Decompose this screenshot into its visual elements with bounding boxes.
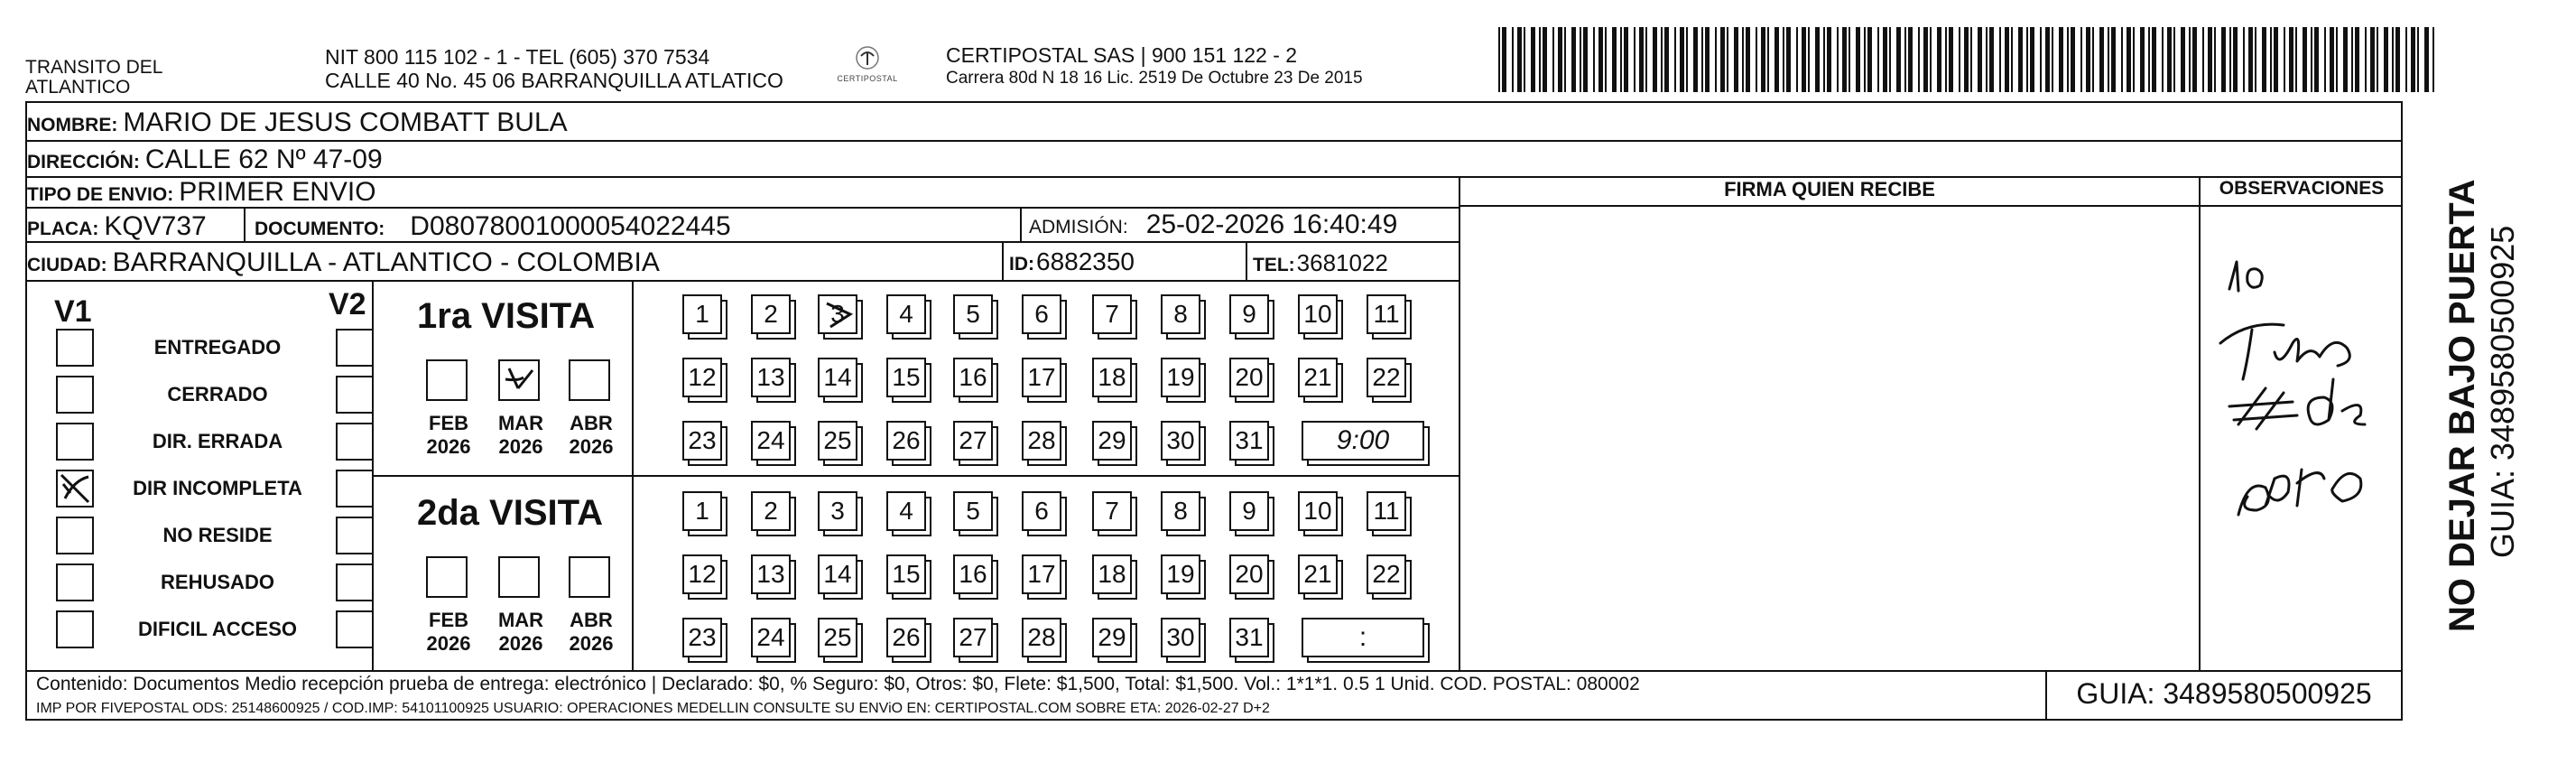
day-box[interactable]	[1161, 554, 1200, 594]
day-number: 29	[1098, 623, 1126, 651]
day-box[interactable]	[1367, 554, 1406, 594]
day-box[interactable]	[1161, 294, 1200, 334]
tel-value: 3681022	[1296, 249, 1388, 276]
day-number: 13	[756, 560, 785, 588]
day-number: 27	[959, 623, 987, 651]
day-number: 7	[1105, 497, 1119, 525]
day-number: 15	[892, 363, 921, 391]
documento-row	[255, 211, 731, 242]
v1-checkbox[interactable]	[56, 376, 94, 414]
day-box[interactable]	[751, 554, 791, 594]
time-value: 9:00	[1336, 425, 1390, 455]
v1-checkbox[interactable]	[56, 329, 94, 367]
day-box[interactable]	[1229, 294, 1269, 334]
visit-title: 1ra VISITA	[417, 296, 596, 336]
day-number: 10	[1303, 300, 1332, 328]
day-number: 6	[1034, 300, 1049, 328]
day-number: 6	[1034, 497, 1049, 525]
day-box[interactable]	[1022, 491, 1061, 531]
day-number: 5	[966, 300, 980, 328]
nombre-row	[27, 107, 568, 138]
day-box[interactable]	[751, 618, 791, 657]
side-warning: NO DEJAR BAJO PUERTA	[2442, 179, 2482, 632]
month-name: FEB	[429, 609, 468, 631]
footer-contenido: Contenido: Documentos Medio recepción prueba de entrega: electrónico | Declarado: $0, % Seguro: $0, Otros: $0, Flete: $1,500, Total: $1,500. Vol.: 1*1*1. 0.5 1 Unid. COD. POSTAL: 080002	[36, 674, 1640, 694]
month-year: 2026	[569, 435, 614, 458]
day-number: 15	[892, 560, 921, 588]
id-value: 6882350	[1036, 247, 1135, 275]
time-value: :	[1358, 622, 1367, 652]
day-number: 19	[1166, 560, 1195, 588]
address-line: CALLE 40 No. 45 06 BARRANQUILLA ATLATICO	[325, 69, 783, 92]
day-number: 8	[1173, 497, 1188, 525]
firma-header: FIRMA QUIEN RECIBE	[1724, 178, 1935, 200]
ciudad-label: CIUDAD:	[27, 255, 107, 275]
day-box[interactable]	[1022, 421, 1061, 461]
v1-checkbox[interactable]	[56, 470, 94, 508]
day-number: 1	[695, 497, 709, 525]
nombre-label: NOMBRE:	[27, 115, 118, 135]
day-box[interactable]	[1298, 554, 1338, 594]
month-checkbox[interactable]	[569, 359, 610, 401]
day-number: 18	[1098, 363, 1126, 391]
barcode	[1498, 27, 2437, 92]
month-year: 2026	[426, 632, 471, 655]
day-box[interactable]	[1298, 491, 1338, 531]
direccion-row	[27, 144, 383, 175]
day-mark-icon	[820, 296, 857, 340]
month-label	[560, 412, 623, 459]
month-label	[560, 609, 623, 656]
day-number: 13	[756, 363, 785, 391]
day-box[interactable]	[751, 491, 791, 531]
month-name: MAR	[497, 412, 544, 434]
day-number: 31	[1235, 623, 1264, 651]
v2-checkbox[interactable]	[336, 610, 374, 648]
status-label: DIFICIL ACCESO	[137, 618, 297, 640]
day-box[interactable]	[818, 618, 857, 657]
status-label: CERRADO	[167, 383, 268, 405]
v1-checkbox[interactable]	[56, 610, 94, 648]
day-number: 16	[959, 560, 987, 588]
day-number: 30	[1166, 426, 1195, 454]
day-number: 29	[1098, 426, 1126, 454]
time-field[interactable]	[1302, 421, 1424, 461]
day-box[interactable]	[1022, 618, 1061, 657]
month-name: MAR	[497, 609, 544, 631]
ciudad-row	[27, 247, 660, 278]
day-number: 26	[892, 426, 921, 454]
day-box[interactable]	[953, 421, 993, 461]
check-mark-icon	[58, 471, 92, 506]
status-label: DIR. ERRADA	[152, 430, 283, 452]
ciudad-value: BARRANQUILLA - ATLANTICO - COLOMBIA	[112, 247, 660, 277]
v1-checkbox[interactable]	[56, 563, 94, 601]
month-year: 2026	[498, 632, 543, 655]
day-box[interactable]	[1022, 294, 1061, 334]
day-number: 17	[1027, 363, 1056, 391]
day-box[interactable]	[1367, 491, 1406, 531]
day-box[interactable]	[1229, 421, 1269, 461]
v2-checkbox[interactable]	[336, 563, 374, 601]
day-box[interactable]	[886, 554, 926, 594]
day-number: 14	[823, 560, 852, 588]
day-box[interactable]	[886, 491, 926, 531]
day-box[interactable]	[953, 358, 993, 397]
day-box[interactable]	[751, 294, 791, 334]
day-number: 26	[892, 623, 921, 651]
day-number: 24	[756, 623, 785, 651]
time-field[interactable]	[1302, 618, 1424, 657]
admision-label: ADMISIÓN:	[1029, 217, 1128, 237]
day-box[interactable]	[1022, 554, 1061, 594]
month-label	[489, 412, 552, 459]
day-number: 1	[695, 300, 709, 328]
month-label	[417, 609, 480, 656]
month-label	[489, 609, 552, 656]
tipo-value: PRIMER ENVIO	[179, 177, 376, 207]
status-label: NO RESIDE	[162, 524, 273, 546]
observaciones-header: OBSERVACIONES	[2219, 178, 2385, 199]
day-box[interactable]	[1092, 618, 1132, 657]
day-number: 9	[1242, 300, 1256, 328]
day-number: 28	[1027, 623, 1056, 651]
day-box[interactable]	[1022, 358, 1061, 397]
day-box[interactable]	[1161, 618, 1200, 657]
day-box[interactable]	[751, 358, 791, 397]
day-box[interactable]	[1229, 358, 1269, 397]
footer-imp: IMP POR FIVEPOSTAL ODS: 25148600925 / COD.IMP: 54101100925 USUARIO: OPERACIONES MEDELLIN CONSULTE SU ENViO EN: CERTIPOSTAL.COM SOBRE ETA: 2026-02-27 D+2	[36, 701, 1270, 716]
footer-guia: GUIA: 3489580500925	[2076, 677, 2372, 710]
day-number: 24	[756, 426, 785, 454]
day-number: 10	[1303, 497, 1332, 525]
month-year: 2026	[569, 632, 614, 655]
month-checkbox[interactable]	[498, 556, 540, 598]
day-box[interactable]	[886, 294, 926, 334]
day-number: 11	[1373, 300, 1400, 328]
tel-label: TEL:	[1253, 255, 1295, 275]
month-year: 2026	[426, 435, 471, 458]
day-box[interactable]	[682, 358, 722, 397]
day-box[interactable]	[1092, 421, 1132, 461]
day-box[interactable]	[751, 421, 791, 461]
check-mark-icon	[500, 361, 538, 399]
v2-checkbox[interactable]	[336, 329, 374, 367]
day-box[interactable]	[682, 618, 722, 657]
day-number: 25	[823, 623, 852, 651]
month-checkbox[interactable]	[426, 359, 468, 401]
day-number: 21	[1303, 363, 1332, 391]
day-box[interactable]	[886, 421, 926, 461]
day-box[interactable]	[886, 358, 926, 397]
day-number: 25	[823, 426, 852, 454]
certipostal-logo	[827, 43, 908, 92]
day-number: 4	[899, 497, 913, 525]
license-line: Carrera 80d N 18 16 Lic. 2519 De Octubre 23 De 2015	[946, 69, 1363, 88]
direccion-value: CALLE 62 Nº 47-09	[144, 144, 383, 174]
day-number: 12	[688, 363, 717, 391]
day-number: 3	[830, 497, 845, 525]
day-box[interactable]	[1161, 421, 1200, 461]
day-number: 8	[1173, 300, 1188, 328]
day-box[interactable]	[1092, 491, 1132, 531]
day-number: 5	[966, 497, 980, 525]
v2-header: V2	[329, 287, 366, 321]
tipo-label: TIPO DE ENVIO:	[27, 184, 174, 205]
admision-value: 25-02-2026 16:40:49	[1145, 210, 1398, 239]
side-guia: GUIA: 3489580500925	[2484, 225, 2521, 558]
day-box[interactable]	[953, 618, 993, 657]
v2-checkbox[interactable]	[336, 470, 374, 508]
day-number: 23	[688, 426, 717, 454]
day-number: 23	[688, 623, 717, 651]
day-box[interactable]	[886, 618, 926, 657]
day-box[interactable]	[818, 358, 857, 397]
day-box[interactable]	[1092, 554, 1132, 594]
v2-checkbox[interactable]	[336, 376, 374, 414]
day-number: 9	[1242, 497, 1256, 525]
day-number: 2	[764, 300, 778, 328]
visit-title: 2da VISITA	[417, 493, 603, 533]
day-box[interactable]	[1229, 618, 1269, 657]
day-box[interactable]	[818, 491, 857, 531]
day-box[interactable]	[1229, 491, 1269, 531]
direccion-label: DIRECCIÓN:	[27, 152, 140, 172]
day-box[interactable]	[1161, 491, 1200, 531]
nit-line: NIT 800 115 102 - 1 - TEL (605) 370 7534	[325, 45, 710, 69]
day-number: 14	[823, 363, 852, 391]
day-number: 20	[1235, 363, 1264, 391]
nombre-value: MARIO DE JESUS COMBATT BULA	[123, 107, 568, 137]
day-box[interactable]	[682, 421, 722, 461]
day-box[interactable]	[953, 294, 993, 334]
day-number: 27	[959, 426, 987, 454]
v1-checkbox[interactable]	[56, 423, 94, 461]
status-label: DIR INCOMPLETA	[133, 477, 302, 499]
day-number: 4	[899, 300, 913, 328]
v1-header: V1	[54, 294, 92, 329]
day-box[interactable]	[818, 294, 857, 334]
day-number: 21	[1303, 560, 1332, 588]
handwritten-observation	[2211, 235, 2392, 560]
tel-row	[1253, 249, 1388, 277]
day-box[interactable]	[682, 554, 722, 594]
status-label: REHUSADO	[161, 571, 274, 593]
day-box[interactable]	[1092, 358, 1132, 397]
day-box[interactable]	[1229, 554, 1269, 594]
company-line: CERTIPOSTAL SAS | 900 151 122 - 2	[946, 43, 1298, 67]
placa-label: PLACA:	[27, 219, 99, 239]
day-box[interactable]	[818, 554, 857, 594]
day-box[interactable]	[953, 554, 993, 594]
logo-text: CERTIPOSTAL	[837, 74, 898, 83]
day-number: 28	[1027, 426, 1056, 454]
status-label: ENTREGADO	[153, 336, 282, 359]
month-year: 2026	[498, 435, 543, 458]
day-number: 17	[1027, 560, 1056, 588]
day-box[interactable]	[953, 491, 993, 531]
month-name: FEB	[429, 412, 468, 434]
org-name: TRANSITO DEL ATLANTICO	[25, 57, 162, 98]
day-box[interactable]	[1092, 294, 1132, 334]
day-box[interactable]	[682, 294, 722, 334]
id-label: ID:	[1009, 254, 1034, 275]
month-checkbox[interactable]	[498, 359, 540, 401]
day-number: 19	[1166, 363, 1195, 391]
month-checkbox[interactable]	[569, 556, 610, 598]
day-number: 20	[1235, 560, 1264, 588]
day-box[interactable]	[818, 421, 857, 461]
v2-checkbox[interactable]	[336, 517, 374, 554]
day-box[interactable]	[1161, 358, 1200, 397]
day-number: 22	[1372, 560, 1401, 588]
id-row	[1009, 247, 1135, 276]
month-name: ABR	[570, 412, 613, 434]
placa-value: KQV737	[104, 211, 207, 241]
day-box[interactable]	[682, 491, 722, 531]
admision-row	[1029, 210, 1397, 240]
day-number: 7	[1105, 300, 1119, 328]
day-number: 22	[1372, 363, 1401, 391]
documento-value: D08078001000054022445	[410, 211, 731, 241]
v1-checkbox[interactable]	[56, 517, 94, 554]
tipo-row	[27, 177, 376, 208]
day-number: 30	[1166, 623, 1195, 651]
day-box[interactable]	[1367, 358, 1406, 397]
month-name: ABR	[570, 609, 613, 631]
month-label	[417, 412, 480, 459]
day-number: 11	[1373, 497, 1400, 525]
day-number: 16	[959, 363, 987, 391]
day-box[interactable]	[1298, 358, 1338, 397]
day-number: 31	[1235, 426, 1264, 454]
day-number: 18	[1098, 560, 1126, 588]
day-number: 2	[764, 497, 778, 525]
day-box[interactable]	[1298, 294, 1338, 334]
v2-checkbox[interactable]	[336, 423, 374, 461]
day-number: 12	[688, 560, 717, 588]
day-number: 3	[830, 300, 845, 328]
documento-label: DOCUMENTO:	[255, 219, 385, 239]
placa-row	[27, 211, 207, 242]
month-checkbox[interactable]	[426, 556, 468, 598]
day-box[interactable]	[1367, 294, 1406, 334]
